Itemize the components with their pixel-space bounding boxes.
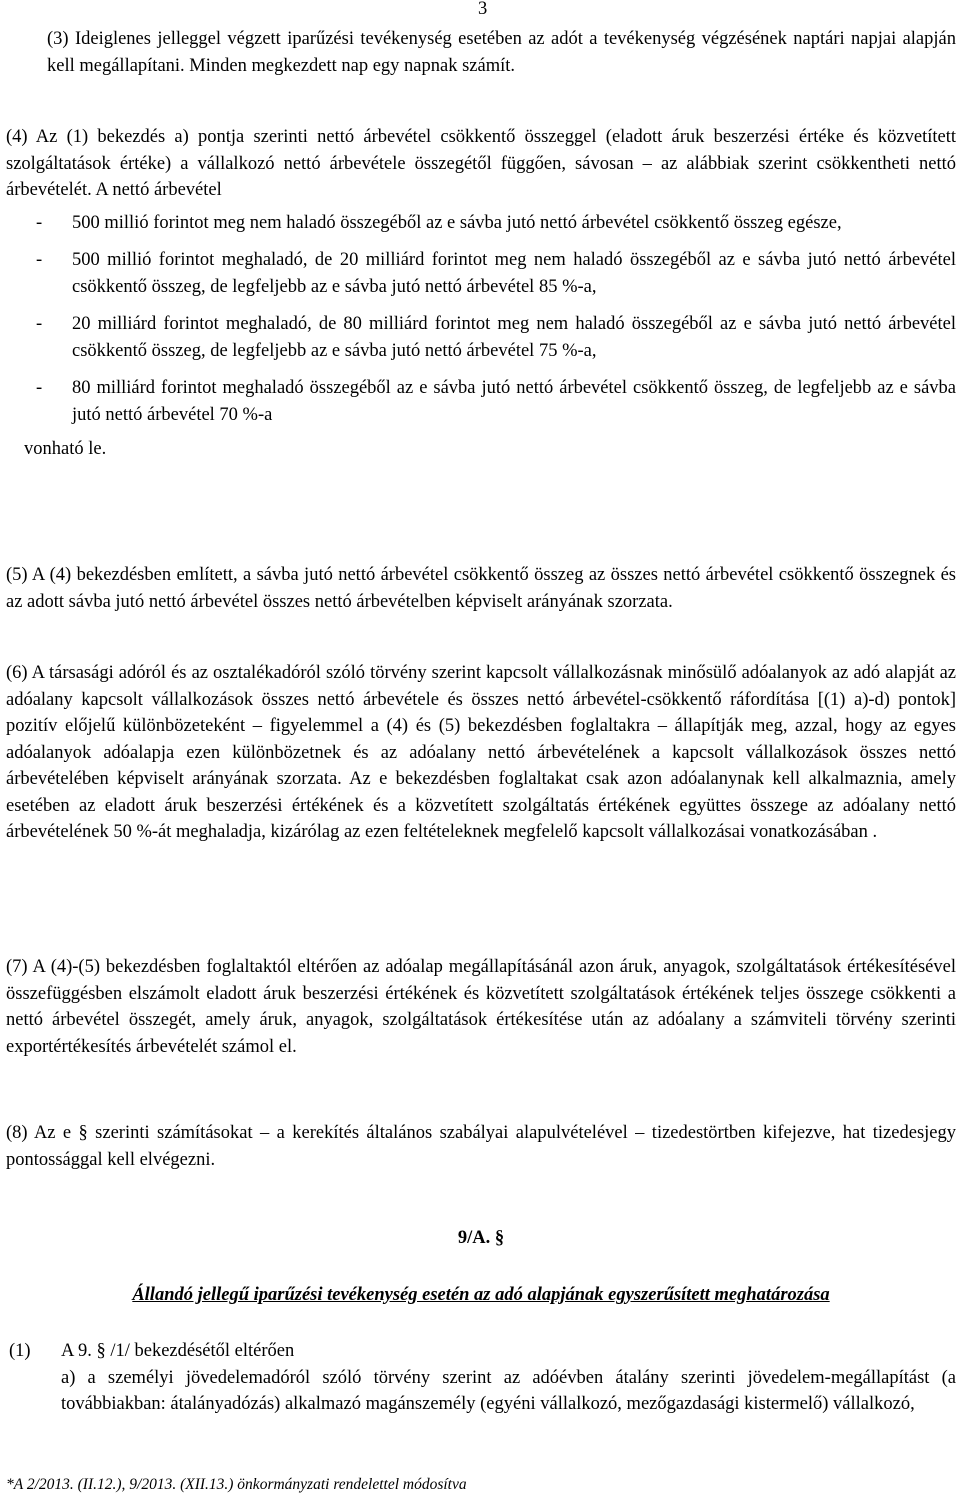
paragraph-8-text: (8) Az e § szerinti számításokat – a kerekítés általános szabályai alapulvételével – tizedestörtben kifejezve, hat tizedesjegy pontossággal kell elvégezni. xyxy=(6,1123,956,1170)
paragraph-7 xyxy=(6,954,956,1060)
paragraph-4-intro: (4) Az (1) bekezdés a) pontja szerinti nettó árbevétel csökkentő összeggel (eladott áruk beszerzési értéke és közvetített szolgáltatások értéke) a vállalkozó nettó árbevétele összegétől függően, sávosan – az alábbiak szerint csökkentheti nettó árbevételét. A nettó árbevétel xyxy=(6,127,956,200)
paragraph-4-end: vonható le. xyxy=(24,439,107,459)
section-item-1 xyxy=(6,1338,956,1418)
list-item xyxy=(6,247,956,300)
list-item-text: 20 milliárd forintot meghaladó, de 80 milliárd forintot meg nem haladó összegéből az e sávba jutó nettó árbevétel csökkentő összeg, de legfeljebb az e sávba jutó nettó árbevétel 75 %-a, xyxy=(72,314,956,361)
paragraph-3-text: (3) Ideiglenes jelleggel végzett iparűzési tevékenység esetében az adót a tevékenység végzésének naptári napjai alapján kell megállapítani. Minden megkezdett nap egy napnak számít. xyxy=(47,29,956,76)
list-item-text: 500 millió forintot meghaladó, de 20 milliárd forintot meg nem haladó összegéből az e sávba jutó nettó árbevétel csökkentő összeg, de legfeljebb az e sávba jutó nettó árbevétel 85 %-a, xyxy=(72,250,956,297)
list-item xyxy=(6,375,956,428)
footnote: *A 2/2013. (II.12.), 9/2013. (XII.13.) önkormányzati rendelettel módosítva xyxy=(6,1476,467,1493)
paragraph-4 xyxy=(6,124,956,463)
paragraph-8 xyxy=(6,1120,956,1173)
page-number: 3 xyxy=(478,0,488,19)
item-number: (1) xyxy=(9,1341,31,1361)
list-dash: - xyxy=(36,314,43,334)
paragraph-7-text: (7) A (4)-(5) bekezdésben foglaltaktól eltérően az adóalap megállapításánál azon áruk, anyagok, szolgáltatások értékesítésével összefüggésben elszámolt eladott áruk beszerzési értékének és közvetített szolgáltatások értékének teljes összege csökkenti a nettó árbevétel összegét, amely áruk, anyagok, szolgáltatások értékesítése után az adóalany a számviteli törvény szerinti exportértékesítés árbevételét számol el. xyxy=(6,957,956,1057)
section-heading: 9/A. § xyxy=(457,1228,505,1248)
list-item xyxy=(6,311,956,364)
paragraph-6 xyxy=(6,660,956,846)
list-item xyxy=(6,210,956,237)
item-line-1: A 9. § /1/ bekezdésétől eltérően xyxy=(61,1341,295,1361)
paragraph-5 xyxy=(6,562,956,615)
item-line-2: a) a személyi jövedelemadóról szóló törvény szerint az adóévben átalány szerinti jövedelem-megállapítást (a továbbiakban: átalányadózás) alkalmazó magánszemély (egyéni vállalkozó, mezőgazdasági kistermelő) vállalkozó, xyxy=(61,1367,956,1414)
section-title: Állandó jellegű iparűzési tevékenység esetén az adó alapjának egyszerűsített meghatározása xyxy=(132,1285,830,1305)
list-item-text: 80 milliárd forintot meghaladó összegéből az e sávba jutó nettó árbevétel csökkentő összeg, de legfeljebb az e sávba jutó nettó árbevétel 70 %-a xyxy=(72,378,956,425)
list-dash: - xyxy=(36,212,43,233)
paragraph-5-text: (5) A (4) bekezdésben említett, a sávba jutó nettó árbevétel csökkentő összeg az összes nettó árbevétel csökkentő összegnek és az adott sávba jutó nettó árbevétel összes nettó árbevételben képviselt arányának szorzata. xyxy=(6,565,956,612)
paragraph-3 xyxy=(6,26,956,79)
paragraph-6-text: (6) A társasági adóról és az osztalékadóról szóló törvény szerint kapcsolt vállalkozásnak minősülő adóalanyok az adó alapját az adóalany kapcsolt vállalkozások összes nettó árbevétele és összes nettó árbevétel-csökkentő ráfordítása [(1) a)-d) pontok] pozitív előjelű különbözeteként – figyelemmel a (4) és (5) bekezdésben foglaltakra – állapítják meg, azzal, hogy az egyes adóalanyok adóalapja ezen különbözetnek és az adóalany nettó árbevételének a kapcsolt vállalkozások összes nettó árbevételében képviselt arányának szorzata. Az e bekezdésben foglaltakat csak azon adóalanynak kell alkalmaznia, amely esetében az eladott áruk beszerzési értékének és a közvetített szolgáltatás értékének együttes összege az adóalany nettó árbevételének 50 %-át meghaladja, kizárólag az ezen feltételeknek megfelelő kapcsolt vállalkozásai vonatkozásában . xyxy=(6,663,956,842)
list-dash: - xyxy=(36,250,43,270)
list-dash: - xyxy=(36,378,43,398)
numbered-item xyxy=(6,1338,956,1418)
list-item-text: 500 millió forintot meg nem haladó összegéből az e sávba jutó nettó árbevétel csökkentő összeg egésze, xyxy=(72,212,842,233)
